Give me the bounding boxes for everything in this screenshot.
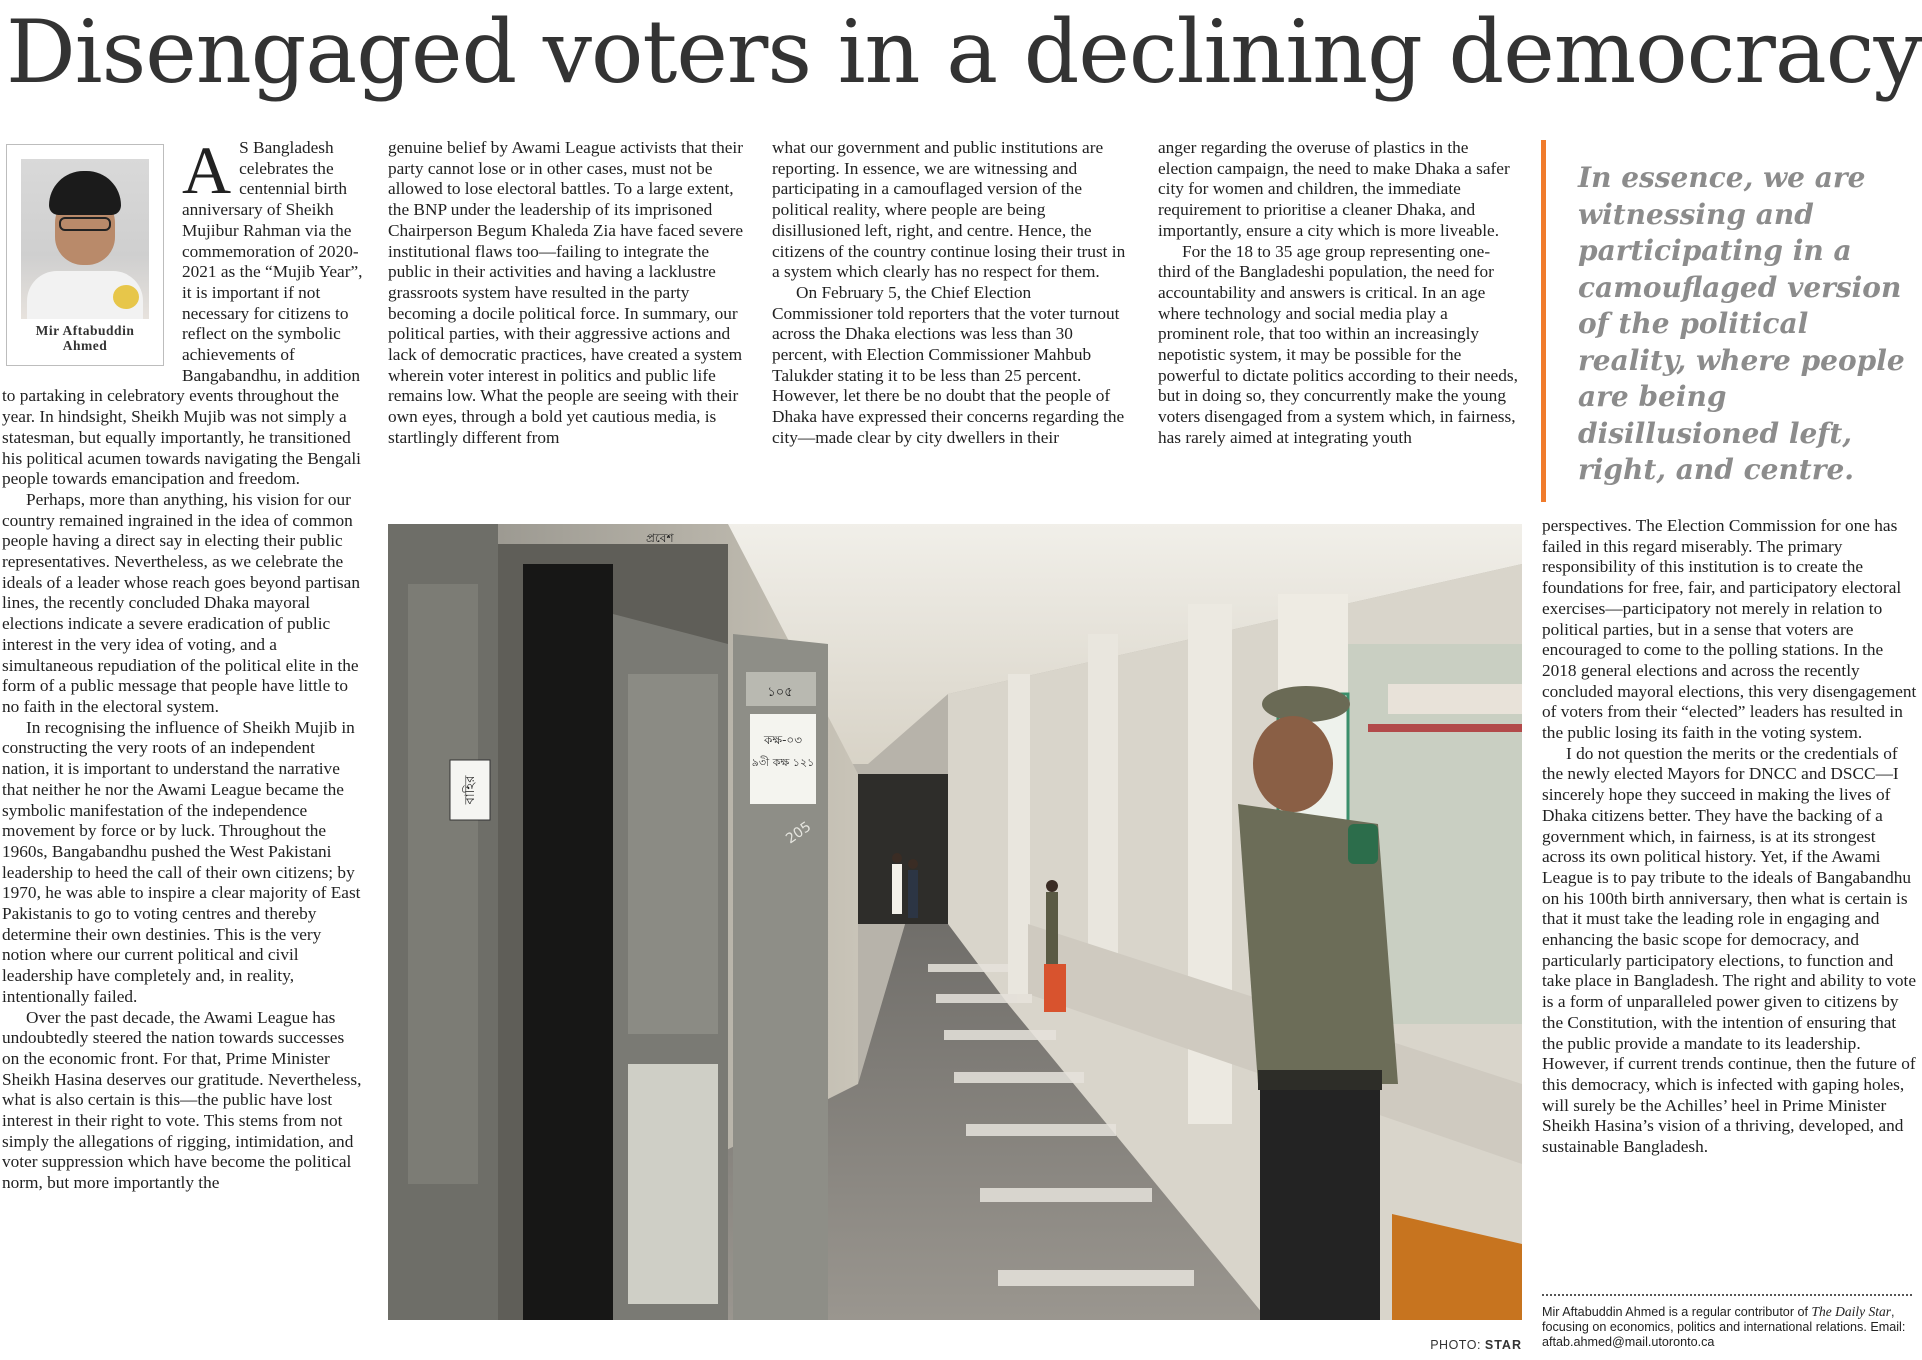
headline: Disengaged voters in a declining democracy	[6, 1, 1922, 103]
article-paragraph: On February 5, the Chief Election Commissioner told reporters that the voter turnout across the Dhaka elections was less than 30 percent, with Election Commissioner Mahbub Talukder stating it to be less than 25 percent. However, let there be no doubt that the people of Dhaka have expressed their concerns regarding the city—made clear by city dwellers in their	[772, 282, 1125, 447]
article-paragraph: perspectives. The Election Commission for one has failed in this regard miserably. The primary responsibility of this institution is to create the foundations for free, fair, and participatory electoral exercises—participatory not merely in relation to political parties, but in a sense that voters are encouraged to come to the polling stations. In the 2018 general elections and across the recently concluded mayoral elections, this very disengagement of voters from their “elected” leaders has resulted in the public losing its faith in the voting system.	[1542, 516, 1917, 743]
photo-credit: PHOTO: STAR	[1430, 1338, 1522, 1352]
article-paragraph: Over the past decade, the Awami League has undoubtedly steered the nation towards successes on the economic front. For that, Prime Minister Sheikh Hasina deserves our gratitude. Nevertheless, what is also certain is this—the public have lost interest in their right to vote. This stems from not simply the allegations of rigging, intimidation, and voter suppression which have become the political norm, but more importantly the	[2, 1007, 362, 1193]
bio-divider	[1542, 1294, 1912, 1296]
article-photo	[388, 524, 1522, 1320]
room-number-text: ১০৫	[767, 685, 793, 700]
article-paragraph: genuine belief by Awami League activists that their party cannot lose or in other cases, must not be allowed to lose electoral battles. To a large extent, the BNP under the leadership of its imprisoned Chairperson Begum Khaleda Zia have faced severe institutional flaws too—failing to integrate the public in their activities and having a lacklustre grassroots system have resulted in the party becoming a docile political force. In summary, our political parties, with their aggressive actions and lack of democratic practices, have created a system wherein voter interest in politics and public life remains low. What the people are seeing with their own eyes, through a bold yet cautious media, is startlingly different from	[388, 138, 744, 447]
chalk-marking: 205	[783, 818, 815, 848]
polling-centre-corridor-illustration	[388, 524, 1522, 1320]
column-3	[772, 138, 1132, 449]
column-5	[1542, 516, 1918, 1158]
article-paragraph: A S Bangladesh celebrates the centennial birth anniversary of Sheikh Mujibur Rahman via the commemoration of 2020-2021 as the “Mujib Year”, it is important if not necessary for citizens to reflect on the symbolic achievements of Bangabandhu, in addition to partaking in celebratory events throughout the year. In hindsight, Sheikh Mujib was not simply a statesman, but equally importantly, he transitioned his political acumen towards navigating the Bengali people towards emancipation and freedom.	[2, 132, 363, 489]
column-4	[1158, 138, 1522, 449]
article-paragraph: anger regarding the overuse of plastics in the election campaign, the need to make Dhaka a safer city for women and children, the immediate requirement to prioritise a cleaner Dhaka, and importantly, ensure a city which is more liveable.	[1158, 138, 1510, 240]
pullquote-rule	[1541, 140, 1546, 502]
pullquote: In essence, we are witnessing and participating in a camouflaged version of the political reality, where people are being disillusioned left, right, and centre.	[1578, 161, 1905, 486]
author-box-spacer	[2, 138, 182, 372]
publication-name: The Daily Star	[1811, 1304, 1892, 1319]
author-name-line1: Mir Aftabuddin	[35, 323, 135, 338]
column-2	[388, 138, 748, 449]
article-paragraph: what our government and public institutions are reporting. In essence, we are witnessing and participating in a camouflaged version of the political reality, where people are being disillusioned left, right, and centre. Hence, the citizens of the country continue losing their trust in a system which clearly has no respect for them.	[772, 138, 1126, 282]
article-paragraph: For the 18 to 35 age group representing one-third of the Bangladeshi population, the need for accountability and answers is critical. In an age where technology and social media play a prominent role, that too within an increasingly nepotistic system, it may be possible for the powerful to dictate politics according to their needs, but in doing so, they concurrently make the young voters disengaged from a system which, in fairness, has rarely aimed at integrating youth	[1158, 241, 1518, 447]
column-1	[2, 132, 364, 1194]
author-name-line2: Ahmed	[62, 338, 108, 353]
drop-cap: A	[182, 132, 232, 208]
article-paragraph: In recognising the influence of Sheikh Mujib in constructing the very roots of an independent nation, it is important to understand the narrative that neither he nor the Awami League became the symbolic manifestation of the independence movement by force or by luck. Throughout the 1960s, Bangabandhu pushed the West Pakistani leadership to heed the call of their own citizens; by 1970, he was able to inspire a clear majority of East Pakistanis to go to voting centres and thereby determine their own destinies. This is the very notion where our current political and civil leadership have completely and, in reality, intentionally failed.	[2, 717, 361, 1006]
author-bio: Mir Aftabuddin Ahmed is a regular contributor of The Daily Star, focusing on economics, politics and international relations. Email: aftab.ahmed@mail.utoronto.ca	[1542, 1304, 1906, 1349]
room-paper-line2: ৯৩ী কক্ষ ১২১	[751, 756, 815, 769]
article-paragraph: Perhaps, more than anything, his vision for our country remained ingrained in the idea of common people having a direct say in electing their public representatives. Nevertheless, as we celebrate the ideals of a leader whose reach goes beyond partisan lines, the recently concluded Dhaka mayoral elections indicate a severe eradication of public interest in the very idea of voting, and a simultaneous repudiation of the political elite in the form of a public message that people have little to no faith in the electoral system.	[2, 489, 360, 716]
exit-sign-text: বাহির	[463, 775, 478, 805]
article-paragraph: I do not question the merits or the credentials of the newly elected Mayors for DNCC and DSCC—I sincerely hope they succeed in making the lives of Dhaka citizens better. They have the backing of a government which, in fairness, is at its strongest across its own political history. Yet, if the Awami League is to pay tribute to the ideals of Bangabandhu on his 100th birth anniversary, then what is certain is that it must take the leading role in engaging and enhancing the basic scope for democracy, and particularly participatory elections, to function and take place in Bangladesh. The right and ability to vote is a form of unparalleled power given to citizens by the Constitution, with the intention of ensuring that the public provide a mandate to its leadership. However, if current trends continue, then the future of this democracy, which is infected with gaping holes, will surely be the Achilles’ heel in Prime Minister Sheikh Hasina’s vision of a thriving, developed, and sustainable Bangladesh.	[1542, 743, 1917, 1157]
entrance-sign-text: প্রবেশ	[646, 531, 674, 545]
room-paper-line1: কক্ষ-০৩	[763, 733, 803, 747]
